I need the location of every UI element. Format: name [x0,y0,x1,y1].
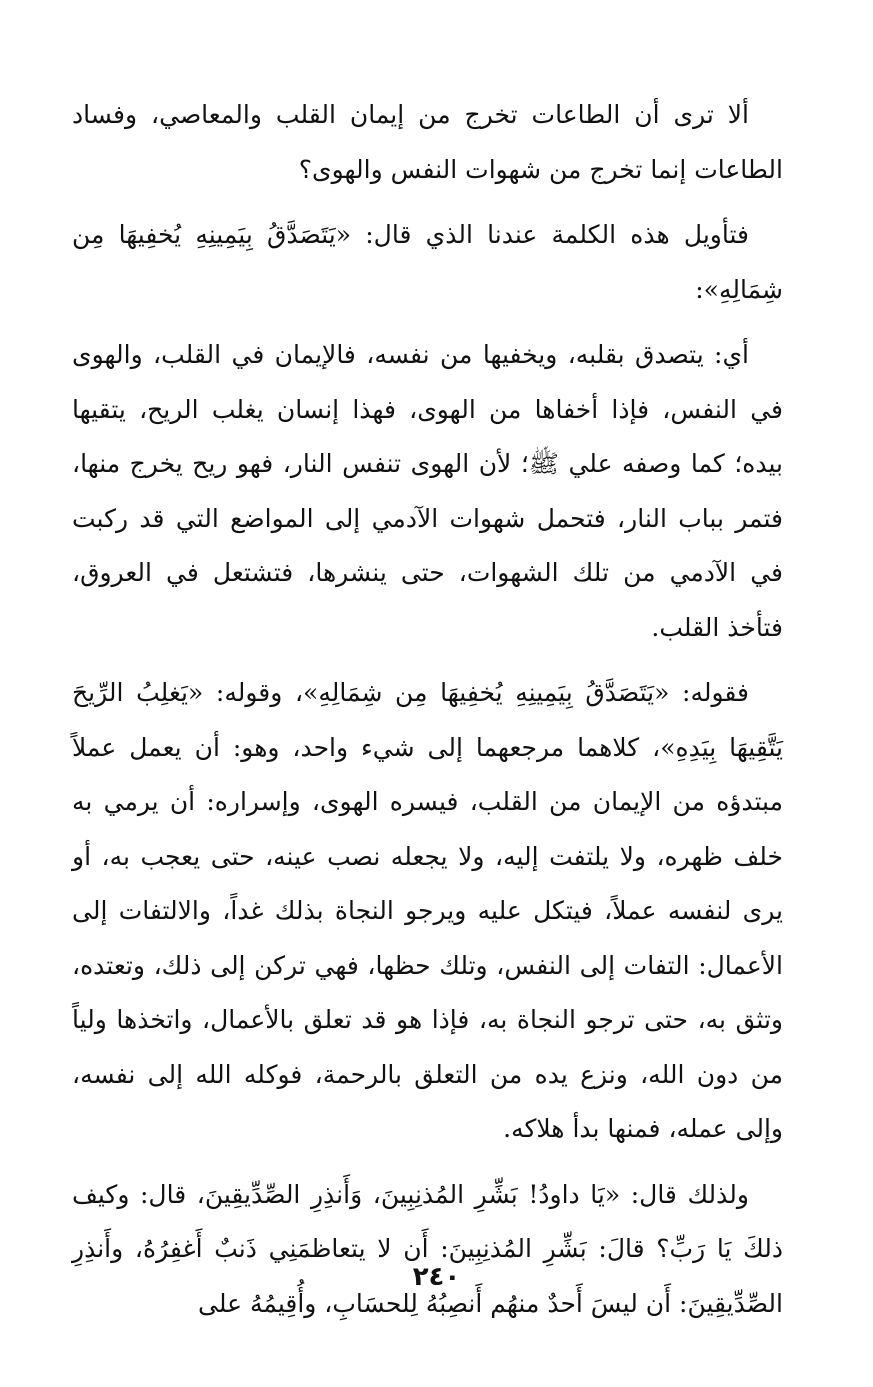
page-number: ٢٤٠ [412,1262,461,1292]
paragraph-4: فقوله: «يَتَصَدَّقُ بِيَمِينِهِ يُخفِيهَا مِن شِمَالِهِ»، وقوله: «يَغلِبُ الرِّيحَ يَتَّقِيهَا بِيَدِهِ»، كلاهما مرجعهما إلى شيء واحد، وهو: أن يعمل عملاً مبتدؤه من الإيمان من القلب، فيسره الهوى، وإسراره: أن يرمي به خلف ظهره، ولا يلتفت إليه، ولا يجعله نصب عينه، حتى يعجب به، أو يرى لنفسه عملاً، فيتكل عليه ويرجو النجاة بذلك غداً، والالتفات إلى الأعمال: التفات إلى النفس، وتلك حظها، فهي تركن إلى ذلك، وتعتده، وتثق به، حتى ترجو النجاة به، فإذا هو قد تعلق بالأعمال، واتخذها ولياً من دون الله، ونزع يده من التعلق بالرحمة، فوكله الله إلى نفسه، وإلى عمله، فمنها بدأ هلاكه. [72,678,783,1143]
paragraph-1: ألا ترى أن الطاعات تخرج من إيمان القلب والمعاصي، وفساد الطاعات إنما تخرج من شهوات النفس والهوى؟ [72,100,783,184]
body-text [72,88,783,1342]
paragraph-5: ولذلك قال: «يَا داودُ! بَشِّرِ المُذنِبِينَ، وَأَنذِرِ الصِّدِّيقِينَ، قال: وكيف ذلكَ يَا رَبِّ؟ قالَ: بَشِّرِ المُذنِبِينَ: أَن لا يتعاظمَنِي ذَنبٌ أَغفِرُهُ، وأَنذِرِ الصِّدِّيقِينَ: أَن ليسَ أَحدٌ منهُم أَنصِبُهُ لِلحسَابِ، وأُقِيمُهُ على [72,1179,783,1318]
paragraph-2: فتأويل هذه الكلمة عندنا الذي قال: «يَتَصَدَّقُ بِيَمِينِهِ يُخفِيهَا مِن شِمَالِهِ»: [72,220,783,304]
paragraph-3: أي: يتصدق بقلبه، ويخفيها من نفسه، فالإيمان في القلب، والهوى في النفس، فإذا أخفاها من الهوى، فهذا إنسان يغلب الريح، يتقيها بيده؛ كما وصفه علي ﷺ؛ لأن الهوى تنفس النار، فهو ريح يخرج منها، فتمر بباب النار، فتحمل شهوات الآدمي إلى المواضع التي قد ركبت في الآدمي من تلك الشهوات، حتى ينشرها، فتشتعل في العروق، فتأخذ القلب. [72,340,783,642]
